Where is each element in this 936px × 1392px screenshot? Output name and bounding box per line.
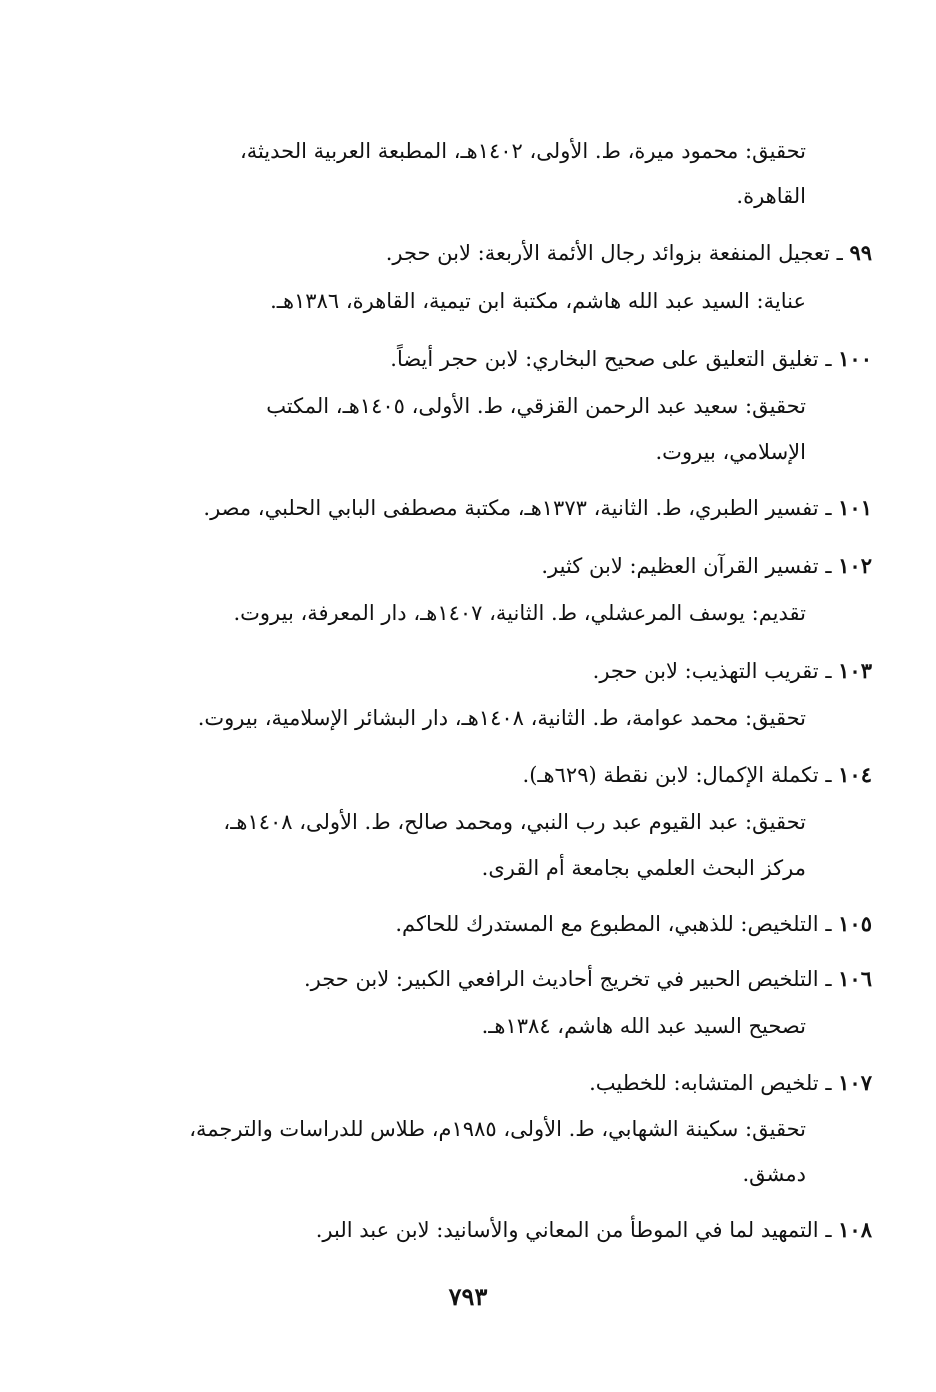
entry-dash: ـ [825,496,832,520]
entry-detail-line: تقديم: يوسف المرعشلي، ط. الثانية، ١٤٠٧هـ، دار المعرفة، بيروت. [233,601,806,625]
entry-dash: ـ [825,554,832,578]
entry-title: تكملة الإكمال: لابن نقطة (٦٢٩هـ). [522,763,819,787]
entry-dash: ـ [825,659,832,683]
entry-detail-line: تحقيق: سكينة الشهابي، ط. الأولى، ١٩٨٥م، طلاس للدراسات والترجمة، [189,1117,806,1141]
entry-title-line [523,760,872,790]
entry-title: تفسير الطبري، ط. الثانية، ١٣٧٣هـ، مكتبة مصطفى البابي الحلبي، مصر. [203,496,819,520]
entry-dash: ـ [825,912,832,936]
entry-dash: ـ [825,1071,832,1095]
entry-detail-line: تحقيق: عبد القيوم عبد رب النبي، ومحمد صالح، ط. الأولى، ١٤٠٨هـ، [223,810,806,834]
page-number: ٧٩٣ [448,1282,488,1311]
entry-title-line [541,551,872,581]
entry-title-line [593,656,872,686]
entry-title: التلخيص الحبير في تخريج أحاديث الرافعي الكبير: لابن حجر. [303,967,819,991]
entry-dash: ـ [825,347,832,371]
entry-title-line [395,909,872,939]
entry-number: ١٠٢ [838,553,872,578]
entry-detail-line: تحقيق: محمد عوامة، ط. الثانية، ١٤٠٨هـ، دار البشائر الإسلامية، بيروت. [197,706,806,730]
entry-dash: ـ [825,1218,832,1242]
entry-number: ١٠٤ [838,762,872,787]
entry-number: ١٠٧ [838,1070,872,1095]
entry-title: تقريب التهذيب: لابن حجر. [592,659,819,683]
entry-title: تفسير القرآن العظيم: لابن كثير. [541,554,819,578]
entry-detail-line: دمشق. [742,1162,806,1186]
entry-number: ١٠٣ [838,658,872,683]
entry-title-line [386,238,872,268]
entry-detail-line: مركز البحث العلمي بجامعة أم القرى. [481,856,806,880]
entry-number: ١٠٥ [838,911,872,936]
entry-title: تعجيل المنفعة بزوائد رجال الأئمة الأربعة: لابن حجر. [385,241,830,265]
entry-dash: ـ [825,967,832,991]
entry-title: التلخيص: للذهبي، المطبوع مع المستدرك للحاكم. [395,912,819,936]
entry-title-line [589,1068,872,1098]
entry-title: تلخيص المتشابه: للخطيب. [589,1071,819,1095]
entry-detail-line: الإسلامي، بيروت. [655,440,806,464]
entry-title-line [390,344,872,374]
entry-title: تغليق التعليق على صحيح البخاري: لابن حجر أيضاً. [390,347,819,371]
entry-detail-line: تصحيح السيد عبد الله هاشم، ١٣٨٤هـ. [481,1014,806,1038]
entry-title-line [316,1215,872,1245]
continuation-line: تحقيق: محمود ميرة، ط. الأولى، ١٤٠٢هـ، المطبعة العربية الحديثة، [239,139,806,163]
entry-detail-line: تحقيق: سعيد عبد الرحمن القزقي، ط. الأولى، ١٤٠٥هـ، المكتب [266,394,806,418]
entry-title: التمهيد لما في الموطأ من المعاني والأسانيد: لابن عبد البر. [315,1218,819,1242]
entry-number: ١٠٠ [838,346,872,371]
entry-dash: ـ [825,763,832,787]
entry-dash: ـ [836,241,843,265]
entry-detail-line: عناية: السيد عبد الله هاشم، مكتبة ابن تيمية، القاهرة، ١٣٨٦هـ. [270,289,806,313]
entry-title-line [203,493,872,523]
continuation-line: القاهرة. [736,184,806,208]
entry-number: ٩٩ [849,240,872,265]
entry-number: ١٠١ [838,495,872,520]
entry-title-line [304,964,872,994]
entry-number: ١٠٦ [838,966,872,991]
entry-number: ١٠٨ [838,1217,872,1242]
